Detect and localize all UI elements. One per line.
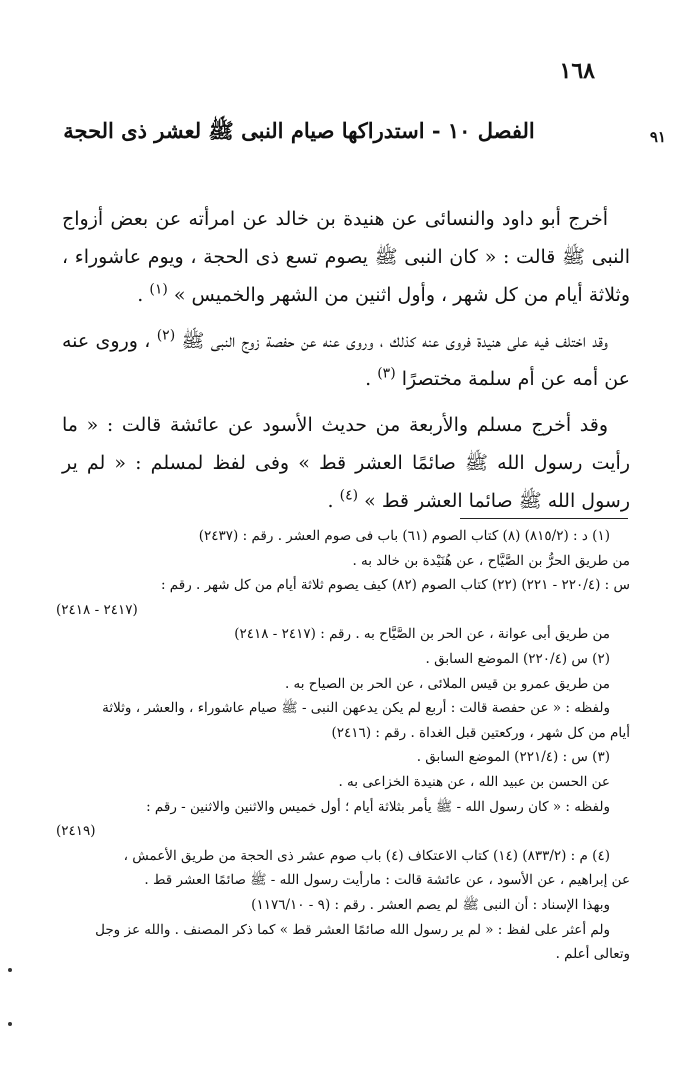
footnote-divider	[460, 518, 628, 519]
main-text	[62, 200, 630, 528]
scan-speck	[8, 968, 12, 972]
footnote-line: عن إبراهيم ، عن الأسود ، عن عائشة قالت : مارأيت رسول الله - ﷺ صائمًا العشر قط .	[144, 872, 630, 889]
footnote-line: س : (٢٢٠/٤ - ٢٢١) (٢٢) كتاب الصوم (٨٢) كيف يصوم ثلاثة أيام من كل شهر . رقم :	[160, 577, 630, 594]
footnote-line: (٢٤١٩)	[56, 823, 96, 840]
footnote-line: وتعالى أعلم .	[555, 946, 630, 963]
paragraph	[62, 200, 630, 314]
footnote-marker: (٣)	[377, 365, 396, 382]
footnote-line: عن الحسن بن عبيد الله ، عن هنيدة الخزاعى به .	[338, 773, 610, 790]
paragraph-end: .	[137, 284, 150, 306]
paragraph	[62, 322, 630, 398]
footnote-line: ولم أعثر على لفظ : « لم ير رسول الله صائمًا العشر قط » كما ذكر المصنف . والله عز وجل	[95, 921, 610, 938]
footnotes	[52, 524, 630, 967]
footnote-line: (١) د : (٨١٥/٢) (٨) كتاب الصوم (٦١) باب فى صوم العشر . رقم : (٢٤٣٧)	[198, 528, 610, 544]
footnote-line: (٢٤١٧ - ٢٤١٨)	[56, 601, 138, 618]
footnote-line: وبهذا الإسناد : أن النبى ﷺ لم يصم العشر . رقم : (٩ - ١١٧٦/١٠)	[251, 896, 610, 913]
footnote-line: (٣) س : (٢٢١/٤) الموضع السابق .	[416, 749, 610, 766]
footnote-line: ولفظه : « عن حفصة قالت : أربع لم يكن يدعهن النبى - ﷺ صيام عاشوراء ، والعشر ، وثلاثة	[102, 700, 610, 717]
page-number: ١٦٨	[559, 58, 595, 84]
chapter-title: الفصل ١٠ - استدراكها صيام النبى ﷺ لعشر ذى الحجة	[63, 118, 535, 143]
footnote-line: أيام من كل شهر ، وركعتين قبل الغداة . رقم : (٢٤١٦)	[331, 724, 630, 741]
scan-speck	[8, 1022, 12, 1026]
footnote-line: (٢) س (٢٢٠/٤) الموضع السابق .	[425, 650, 610, 667]
paragraph-text: أخرج أبو داود والنسائى عن هنيدة بن خالد عن امرأته عن بعض أزواج النبى ﷺ قالت : « كان النبى ﷺ يصوم تسع ذى الحجة ، ويوم عاشوراء ، وثلاثة أيام من كل شهر ، وأول اثنين من الشهر والخميس »	[62, 208, 630, 306]
paragraph-end: .	[365, 368, 378, 390]
footnote-line: ولفظه : « كان رسول الله - ﷺ يأمر بثلاثة أيام ؛ أول خميس والاثنين والاثنين - رقم :	[146, 798, 610, 815]
footnote-line: من طريق الحرُّ بن الصَّيَّاح ، عن هُنَيْدة بن خالد به .	[352, 552, 630, 569]
paragraph	[62, 406, 630, 520]
footnote-line: من طريق أبى عوانة ، عن الحر بن الصَّيَّاح به . رقم : (٢٤١٧ - ٢٤١٨)	[234, 626, 610, 643]
margin-number: ٩١	[649, 128, 666, 146]
paragraph-text: وقد اختلف فيه على هنيدة فروى عنه كذلك ، وروى عنه عن حفصة زوج النبى ﷺ	[181, 330, 609, 352]
footnote-line: من طريق عمرو بن قيس الملائى ، عن الحر بن الصياح به .	[284, 675, 610, 692]
paragraph-text: ، وروى عنه عن أمه عن أم سلمة مختصرًا	[62, 330, 630, 390]
footnote-marker: (٤)	[339, 487, 359, 504]
paragraph-end: .	[327, 490, 340, 512]
footnote-marker: (١)	[149, 281, 168, 298]
footnote-marker: (٢)	[156, 327, 176, 344]
footnote-line: (٤) م : (٨٣٣/٢) (١٤) كتاب الاعتكاف (٤) باب صوم عشر ذى الحجة من طريق الأعمش ،	[123, 847, 610, 864]
paragraph-text: وقد أخرج مسلم والأربعة من حديث الأسود عن عائشة قالت : « ما رأيت رسول الله ﷺ صائمًا العشر قط » وفى لفظ لمسلم : « لم ير رسول الله ﷺ صائما العشر قط »	[62, 414, 630, 512]
